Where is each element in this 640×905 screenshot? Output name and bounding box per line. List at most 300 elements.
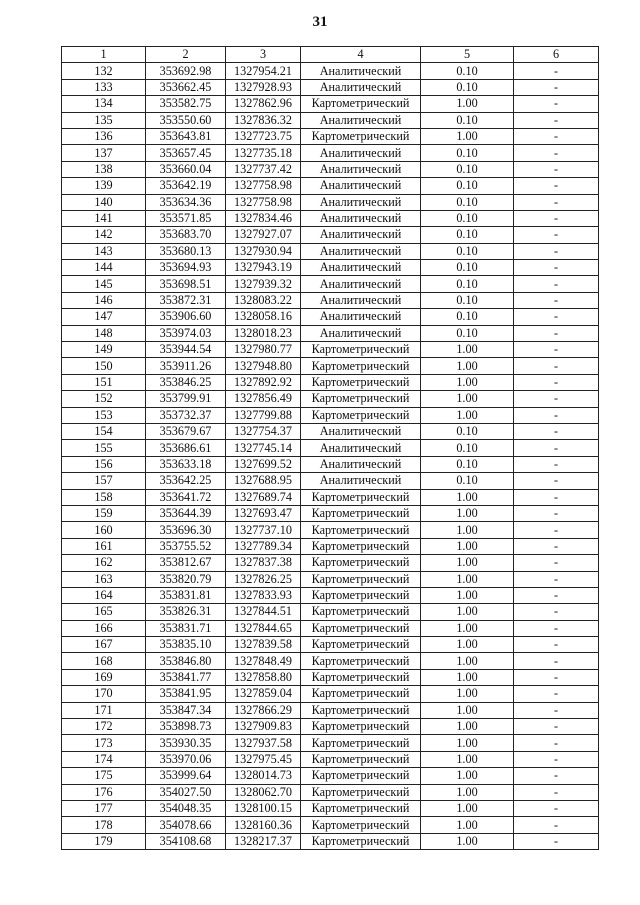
table-row bbox=[62, 473, 599, 489]
table-row bbox=[62, 440, 599, 456]
point-number-cell: 134 bbox=[62, 96, 146, 112]
accuracy-cell: 0.10 bbox=[421, 145, 514, 161]
x-coordinate-cell: 353826.31 bbox=[146, 604, 226, 620]
note-cell: - bbox=[514, 260, 599, 276]
accuracy-cell: 1.00 bbox=[421, 637, 514, 653]
y-coordinate-cell: 1327758.98 bbox=[226, 194, 301, 210]
x-coordinate-cell: 353872.31 bbox=[146, 292, 226, 308]
method-cell: Картометрический bbox=[301, 522, 421, 538]
accuracy-cell: 1.00 bbox=[421, 686, 514, 702]
x-coordinate-cell: 353633.18 bbox=[146, 456, 226, 472]
accuracy-cell: 0.10 bbox=[421, 178, 514, 194]
method-cell: Картометрический bbox=[301, 719, 421, 735]
y-coordinate-cell: 1327954.21 bbox=[226, 63, 301, 79]
x-coordinate-cell: 353930.35 bbox=[146, 735, 226, 751]
x-coordinate-cell: 353799.91 bbox=[146, 391, 226, 407]
accuracy-cell: 1.00 bbox=[421, 505, 514, 521]
accuracy-cell: 1.00 bbox=[421, 96, 514, 112]
method-cell: Картометрический bbox=[301, 604, 421, 620]
y-coordinate-cell: 1327909.83 bbox=[226, 719, 301, 735]
note-cell: - bbox=[514, 440, 599, 456]
method-cell: Картометрический bbox=[301, 620, 421, 636]
table-row bbox=[62, 112, 599, 128]
y-coordinate-cell: 1327789.34 bbox=[226, 538, 301, 554]
y-coordinate-cell: 1327754.37 bbox=[226, 423, 301, 439]
table-row bbox=[62, 587, 599, 603]
x-coordinate-cell: 353999.64 bbox=[146, 768, 226, 784]
table-row bbox=[62, 702, 599, 718]
point-number-cell: 138 bbox=[62, 161, 146, 177]
method-cell: Картометрический bbox=[301, 768, 421, 784]
x-coordinate-cell: 353683.70 bbox=[146, 227, 226, 243]
table-row bbox=[62, 522, 599, 538]
note-cell: - bbox=[514, 735, 599, 751]
table-row bbox=[62, 178, 599, 194]
accuracy-cell: 1.00 bbox=[421, 817, 514, 833]
point-number-cell: 179 bbox=[62, 833, 146, 849]
point-number-cell: 143 bbox=[62, 243, 146, 259]
x-coordinate-cell: 353831.71 bbox=[146, 620, 226, 636]
y-coordinate-cell: 1327948.80 bbox=[226, 358, 301, 374]
x-coordinate-cell: 353841.77 bbox=[146, 669, 226, 685]
method-cell: Аналитический bbox=[301, 79, 421, 95]
y-coordinate-cell: 1327937.58 bbox=[226, 735, 301, 751]
y-coordinate-cell: 1327737.10 bbox=[226, 522, 301, 538]
table-row bbox=[62, 358, 599, 374]
note-cell: - bbox=[514, 161, 599, 177]
table-row bbox=[62, 145, 599, 161]
accuracy-cell: 1.00 bbox=[421, 833, 514, 849]
accuracy-cell: 1.00 bbox=[421, 669, 514, 685]
y-coordinate-cell: 1327975.45 bbox=[226, 751, 301, 767]
method-cell: Картометрический bbox=[301, 358, 421, 374]
column-header-4: 4 bbox=[301, 47, 421, 63]
x-coordinate-cell: 353846.25 bbox=[146, 374, 226, 390]
table-row bbox=[62, 423, 599, 439]
note-cell: - bbox=[514, 686, 599, 702]
method-cell: Аналитический bbox=[301, 210, 421, 226]
x-coordinate-cell: 353970.06 bbox=[146, 751, 226, 767]
table-row bbox=[62, 96, 599, 112]
accuracy-cell: 1.00 bbox=[421, 800, 514, 816]
note-cell: - bbox=[514, 538, 599, 554]
y-coordinate-cell: 1328014.73 bbox=[226, 768, 301, 784]
method-cell: Картометрический bbox=[301, 555, 421, 571]
y-coordinate-cell: 1327862.96 bbox=[226, 96, 301, 112]
accuracy-cell: 0.10 bbox=[421, 440, 514, 456]
point-number-cell: 145 bbox=[62, 276, 146, 292]
point-number-cell: 156 bbox=[62, 456, 146, 472]
table-row bbox=[62, 571, 599, 587]
method-cell: Картометрический bbox=[301, 751, 421, 767]
point-number-cell: 139 bbox=[62, 178, 146, 194]
method-cell: Аналитический bbox=[301, 309, 421, 325]
table-row bbox=[62, 161, 599, 177]
accuracy-cell: 1.00 bbox=[421, 702, 514, 718]
point-number-cell: 170 bbox=[62, 686, 146, 702]
method-cell: Картометрический bbox=[301, 407, 421, 423]
accuracy-cell: 1.00 bbox=[421, 489, 514, 505]
note-cell: - bbox=[514, 817, 599, 833]
method-cell: Аналитический bbox=[301, 276, 421, 292]
x-coordinate-cell: 353835.10 bbox=[146, 637, 226, 653]
point-number-cell: 153 bbox=[62, 407, 146, 423]
accuracy-cell: 0.10 bbox=[421, 276, 514, 292]
method-cell: Аналитический bbox=[301, 178, 421, 194]
note-cell: - bbox=[514, 800, 599, 816]
page-number: 31 bbox=[312, 14, 328, 30]
x-coordinate-cell: 353846.80 bbox=[146, 653, 226, 669]
point-number-cell: 141 bbox=[62, 210, 146, 226]
x-coordinate-cell: 353906.60 bbox=[146, 309, 226, 325]
accuracy-cell: 1.00 bbox=[421, 653, 514, 669]
accuracy-cell: 1.00 bbox=[421, 358, 514, 374]
method-cell: Аналитический bbox=[301, 423, 421, 439]
method-cell: Картометрический bbox=[301, 817, 421, 833]
y-coordinate-cell: 1327833.93 bbox=[226, 587, 301, 603]
accuracy-cell: 1.00 bbox=[421, 587, 514, 603]
table-row bbox=[62, 325, 599, 341]
note-cell: - bbox=[514, 210, 599, 226]
table-row bbox=[62, 751, 599, 767]
point-number-cell: 175 bbox=[62, 768, 146, 784]
method-cell: Картометрический bbox=[301, 489, 421, 505]
x-coordinate-cell: 353944.54 bbox=[146, 342, 226, 358]
point-number-cell: 157 bbox=[62, 473, 146, 489]
y-coordinate-cell: 1327837.38 bbox=[226, 555, 301, 571]
method-cell: Картометрический bbox=[301, 374, 421, 390]
table-row bbox=[62, 719, 599, 735]
table-row bbox=[62, 489, 599, 505]
method-cell: Картометрический bbox=[301, 538, 421, 554]
accuracy-cell: 0.10 bbox=[421, 456, 514, 472]
y-coordinate-cell: 1327866.29 bbox=[226, 702, 301, 718]
point-number-cell: 176 bbox=[62, 784, 146, 800]
point-number-cell: 163 bbox=[62, 571, 146, 587]
accuracy-cell: 0.10 bbox=[421, 292, 514, 308]
method-cell: Аналитический bbox=[301, 161, 421, 177]
note-cell: - bbox=[514, 489, 599, 505]
point-number-cell: 161 bbox=[62, 538, 146, 554]
table-row bbox=[62, 604, 599, 620]
x-coordinate-cell: 353841.95 bbox=[146, 686, 226, 702]
column-header-3: 3 bbox=[226, 47, 301, 63]
y-coordinate-cell: 1328160.36 bbox=[226, 817, 301, 833]
table-row bbox=[62, 309, 599, 325]
accuracy-cell: 0.10 bbox=[421, 63, 514, 79]
accuracy-cell: 1.00 bbox=[421, 128, 514, 144]
x-coordinate-cell: 353898.73 bbox=[146, 719, 226, 735]
accuracy-cell: 1.00 bbox=[421, 571, 514, 587]
x-coordinate-cell: 353732.37 bbox=[146, 407, 226, 423]
note-cell: - bbox=[514, 555, 599, 571]
table-row bbox=[62, 374, 599, 390]
y-coordinate-cell: 1328217.37 bbox=[226, 833, 301, 849]
method-cell: Картометрический bbox=[301, 669, 421, 685]
note-cell: - bbox=[514, 276, 599, 292]
y-coordinate-cell: 1327745.14 bbox=[226, 440, 301, 456]
table-row bbox=[62, 833, 599, 849]
y-coordinate-cell: 1327836.32 bbox=[226, 112, 301, 128]
x-coordinate-cell: 353641.72 bbox=[146, 489, 226, 505]
method-cell: Аналитический bbox=[301, 473, 421, 489]
note-cell: - bbox=[514, 292, 599, 308]
method-cell: Картометрический bbox=[301, 587, 421, 603]
method-cell: Аналитический bbox=[301, 243, 421, 259]
note-cell: - bbox=[514, 637, 599, 653]
x-coordinate-cell: 353812.67 bbox=[146, 555, 226, 571]
method-cell: Аналитический bbox=[301, 194, 421, 210]
note-cell: - bbox=[514, 79, 599, 95]
point-number-cell: 147 bbox=[62, 309, 146, 325]
point-number-cell: 155 bbox=[62, 440, 146, 456]
y-coordinate-cell: 1327927.07 bbox=[226, 227, 301, 243]
point-number-cell: 149 bbox=[62, 342, 146, 358]
accuracy-cell: 0.10 bbox=[421, 227, 514, 243]
point-number-cell: 166 bbox=[62, 620, 146, 636]
accuracy-cell: 1.00 bbox=[421, 407, 514, 423]
table-row bbox=[62, 128, 599, 144]
note-cell: - bbox=[514, 587, 599, 603]
table-row bbox=[62, 784, 599, 800]
x-coordinate-cell: 353974.03 bbox=[146, 325, 226, 341]
x-coordinate-cell: 353643.81 bbox=[146, 128, 226, 144]
accuracy-cell: 1.00 bbox=[421, 751, 514, 767]
y-coordinate-cell: 1327693.47 bbox=[226, 505, 301, 521]
note-cell: - bbox=[514, 784, 599, 800]
method-cell: Картометрический bbox=[301, 637, 421, 653]
note-cell: - bbox=[514, 342, 599, 358]
x-coordinate-cell: 354027.50 bbox=[146, 784, 226, 800]
accuracy-cell: 0.10 bbox=[421, 473, 514, 489]
y-coordinate-cell: 1327858.80 bbox=[226, 669, 301, 685]
table-row bbox=[62, 210, 599, 226]
note-cell: - bbox=[514, 194, 599, 210]
note-cell: - bbox=[514, 128, 599, 144]
table-row bbox=[62, 620, 599, 636]
method-cell: Картометрический bbox=[301, 784, 421, 800]
y-coordinate-cell: 1327834.46 bbox=[226, 210, 301, 226]
y-coordinate-cell: 1328062.70 bbox=[226, 784, 301, 800]
accuracy-cell: 0.10 bbox=[421, 260, 514, 276]
accuracy-cell: 0.10 bbox=[421, 161, 514, 177]
x-coordinate-cell: 353692.98 bbox=[146, 63, 226, 79]
y-coordinate-cell: 1327848.49 bbox=[226, 653, 301, 669]
table-row bbox=[62, 63, 599, 79]
point-number-cell: 171 bbox=[62, 702, 146, 718]
point-number-cell: 137 bbox=[62, 145, 146, 161]
y-coordinate-cell: 1328100.15 bbox=[226, 800, 301, 816]
y-coordinate-cell: 1327980.77 bbox=[226, 342, 301, 358]
point-number-cell: 165 bbox=[62, 604, 146, 620]
point-number-cell: 162 bbox=[62, 555, 146, 571]
point-number-cell: 152 bbox=[62, 391, 146, 407]
table-row bbox=[62, 342, 599, 358]
y-coordinate-cell: 1327943.19 bbox=[226, 260, 301, 276]
accuracy-cell: 0.10 bbox=[421, 194, 514, 210]
y-coordinate-cell: 1327939.32 bbox=[226, 276, 301, 292]
column-header-5: 5 bbox=[421, 47, 514, 63]
note-cell: - bbox=[514, 112, 599, 128]
x-coordinate-cell: 353847.34 bbox=[146, 702, 226, 718]
accuracy-cell: 1.00 bbox=[421, 538, 514, 554]
table-row bbox=[62, 260, 599, 276]
x-coordinate-cell: 353582.75 bbox=[146, 96, 226, 112]
table-row bbox=[62, 800, 599, 816]
y-coordinate-cell: 1327723.75 bbox=[226, 128, 301, 144]
table-row bbox=[62, 555, 599, 571]
accuracy-cell: 1.00 bbox=[421, 719, 514, 735]
method-cell: Аналитический bbox=[301, 63, 421, 79]
point-number-cell: 150 bbox=[62, 358, 146, 374]
x-coordinate-cell: 353694.93 bbox=[146, 260, 226, 276]
note-cell: - bbox=[514, 423, 599, 439]
table-header bbox=[62, 47, 599, 63]
y-coordinate-cell: 1327839.58 bbox=[226, 637, 301, 653]
column-header-1: 1 bbox=[62, 47, 146, 63]
accuracy-cell: 0.10 bbox=[421, 309, 514, 325]
accuracy-cell: 1.00 bbox=[421, 391, 514, 407]
note-cell: - bbox=[514, 145, 599, 161]
point-number-cell: 167 bbox=[62, 637, 146, 653]
table-row bbox=[62, 194, 599, 210]
note-cell: - bbox=[514, 96, 599, 112]
x-coordinate-cell: 353698.51 bbox=[146, 276, 226, 292]
table-row bbox=[62, 735, 599, 751]
x-coordinate-cell: 354108.68 bbox=[146, 833, 226, 849]
y-coordinate-cell: 1327844.51 bbox=[226, 604, 301, 620]
accuracy-cell: 1.00 bbox=[421, 768, 514, 784]
method-cell: Картометрический bbox=[301, 833, 421, 849]
method-cell: Картометрический bbox=[301, 128, 421, 144]
y-coordinate-cell: 1328018.23 bbox=[226, 325, 301, 341]
accuracy-cell: 0.10 bbox=[421, 210, 514, 226]
note-cell: - bbox=[514, 702, 599, 718]
x-coordinate-cell: 354078.66 bbox=[146, 817, 226, 833]
accuracy-cell: 0.10 bbox=[421, 243, 514, 259]
note-cell: - bbox=[514, 407, 599, 423]
note-cell: - bbox=[514, 669, 599, 685]
column-header-2: 2 bbox=[146, 47, 226, 63]
point-number-cell: 159 bbox=[62, 505, 146, 521]
y-coordinate-cell: 1327689.74 bbox=[226, 489, 301, 505]
x-coordinate-cell: 353696.30 bbox=[146, 522, 226, 538]
table-row bbox=[62, 456, 599, 472]
y-coordinate-cell: 1327930.94 bbox=[226, 243, 301, 259]
column-header-6: 6 bbox=[514, 47, 599, 63]
note-cell: - bbox=[514, 620, 599, 636]
point-number-cell: 154 bbox=[62, 423, 146, 439]
point-number-cell: 142 bbox=[62, 227, 146, 243]
x-coordinate-cell: 353686.61 bbox=[146, 440, 226, 456]
note-cell: - bbox=[514, 719, 599, 735]
note-cell: - bbox=[514, 473, 599, 489]
note-cell: - bbox=[514, 63, 599, 79]
note-cell: - bbox=[514, 604, 599, 620]
x-coordinate-cell: 353634.36 bbox=[146, 194, 226, 210]
y-coordinate-cell: 1327844.65 bbox=[226, 620, 301, 636]
note-cell: - bbox=[514, 243, 599, 259]
table-row bbox=[62, 276, 599, 292]
y-coordinate-cell: 1328083.22 bbox=[226, 292, 301, 308]
point-number-cell: 173 bbox=[62, 735, 146, 751]
table-row bbox=[62, 653, 599, 669]
method-cell: Картометрический bbox=[301, 686, 421, 702]
method-cell: Картометрический bbox=[301, 702, 421, 718]
note-cell: - bbox=[514, 227, 599, 243]
y-coordinate-cell: 1327892.92 bbox=[226, 374, 301, 390]
point-number-cell: 146 bbox=[62, 292, 146, 308]
point-number-cell: 169 bbox=[62, 669, 146, 685]
accuracy-cell: 1.00 bbox=[421, 620, 514, 636]
accuracy-cell: 1.00 bbox=[421, 374, 514, 390]
x-coordinate-cell: 353657.45 bbox=[146, 145, 226, 161]
point-number-cell: 160 bbox=[62, 522, 146, 538]
accuracy-cell: 1.00 bbox=[421, 735, 514, 751]
table-row bbox=[62, 391, 599, 407]
note-cell: - bbox=[514, 768, 599, 784]
table-row bbox=[62, 505, 599, 521]
method-cell: Аналитический bbox=[301, 112, 421, 128]
point-number-cell: 178 bbox=[62, 817, 146, 833]
method-cell: Картометрический bbox=[301, 96, 421, 112]
accuracy-cell: 0.10 bbox=[421, 112, 514, 128]
table-row bbox=[62, 79, 599, 95]
note-cell: - bbox=[514, 374, 599, 390]
y-coordinate-cell: 1327758.98 bbox=[226, 178, 301, 194]
x-coordinate-cell: 353755.52 bbox=[146, 538, 226, 554]
note-cell: - bbox=[514, 751, 599, 767]
y-coordinate-cell: 1327799.88 bbox=[226, 407, 301, 423]
method-cell: Картометрический bbox=[301, 571, 421, 587]
method-cell: Аналитический bbox=[301, 440, 421, 456]
note-cell: - bbox=[514, 833, 599, 849]
table-row bbox=[62, 686, 599, 702]
note-cell: - bbox=[514, 325, 599, 341]
table-row bbox=[62, 817, 599, 833]
y-coordinate-cell: 1327737.42 bbox=[226, 161, 301, 177]
point-number-cell: 132 bbox=[62, 63, 146, 79]
method-cell: Картометрический bbox=[301, 391, 421, 407]
table-row bbox=[62, 407, 599, 423]
accuracy-cell: 1.00 bbox=[421, 555, 514, 571]
note-cell: - bbox=[514, 522, 599, 538]
note-cell: - bbox=[514, 653, 599, 669]
table-row bbox=[62, 768, 599, 784]
note-cell: - bbox=[514, 309, 599, 325]
accuracy-cell: 1.00 bbox=[421, 784, 514, 800]
note-cell: - bbox=[514, 358, 599, 374]
method-cell: Картометрический bbox=[301, 735, 421, 751]
table-row bbox=[62, 227, 599, 243]
y-coordinate-cell: 1327859.04 bbox=[226, 686, 301, 702]
table-row bbox=[62, 637, 599, 653]
point-number-cell: 136 bbox=[62, 128, 146, 144]
table-row bbox=[62, 669, 599, 685]
point-number-cell: 135 bbox=[62, 112, 146, 128]
x-coordinate-cell: 354048.35 bbox=[146, 800, 226, 816]
point-number-cell: 177 bbox=[62, 800, 146, 816]
point-number-cell: 133 bbox=[62, 79, 146, 95]
method-cell: Аналитический bbox=[301, 260, 421, 276]
method-cell: Картометрический bbox=[301, 653, 421, 669]
y-coordinate-cell: 1327735.18 bbox=[226, 145, 301, 161]
method-cell: Аналитический bbox=[301, 325, 421, 341]
accuracy-cell: 1.00 bbox=[421, 604, 514, 620]
y-coordinate-cell: 1327688.95 bbox=[226, 473, 301, 489]
x-coordinate-cell: 353679.67 bbox=[146, 423, 226, 439]
table-row bbox=[62, 538, 599, 554]
